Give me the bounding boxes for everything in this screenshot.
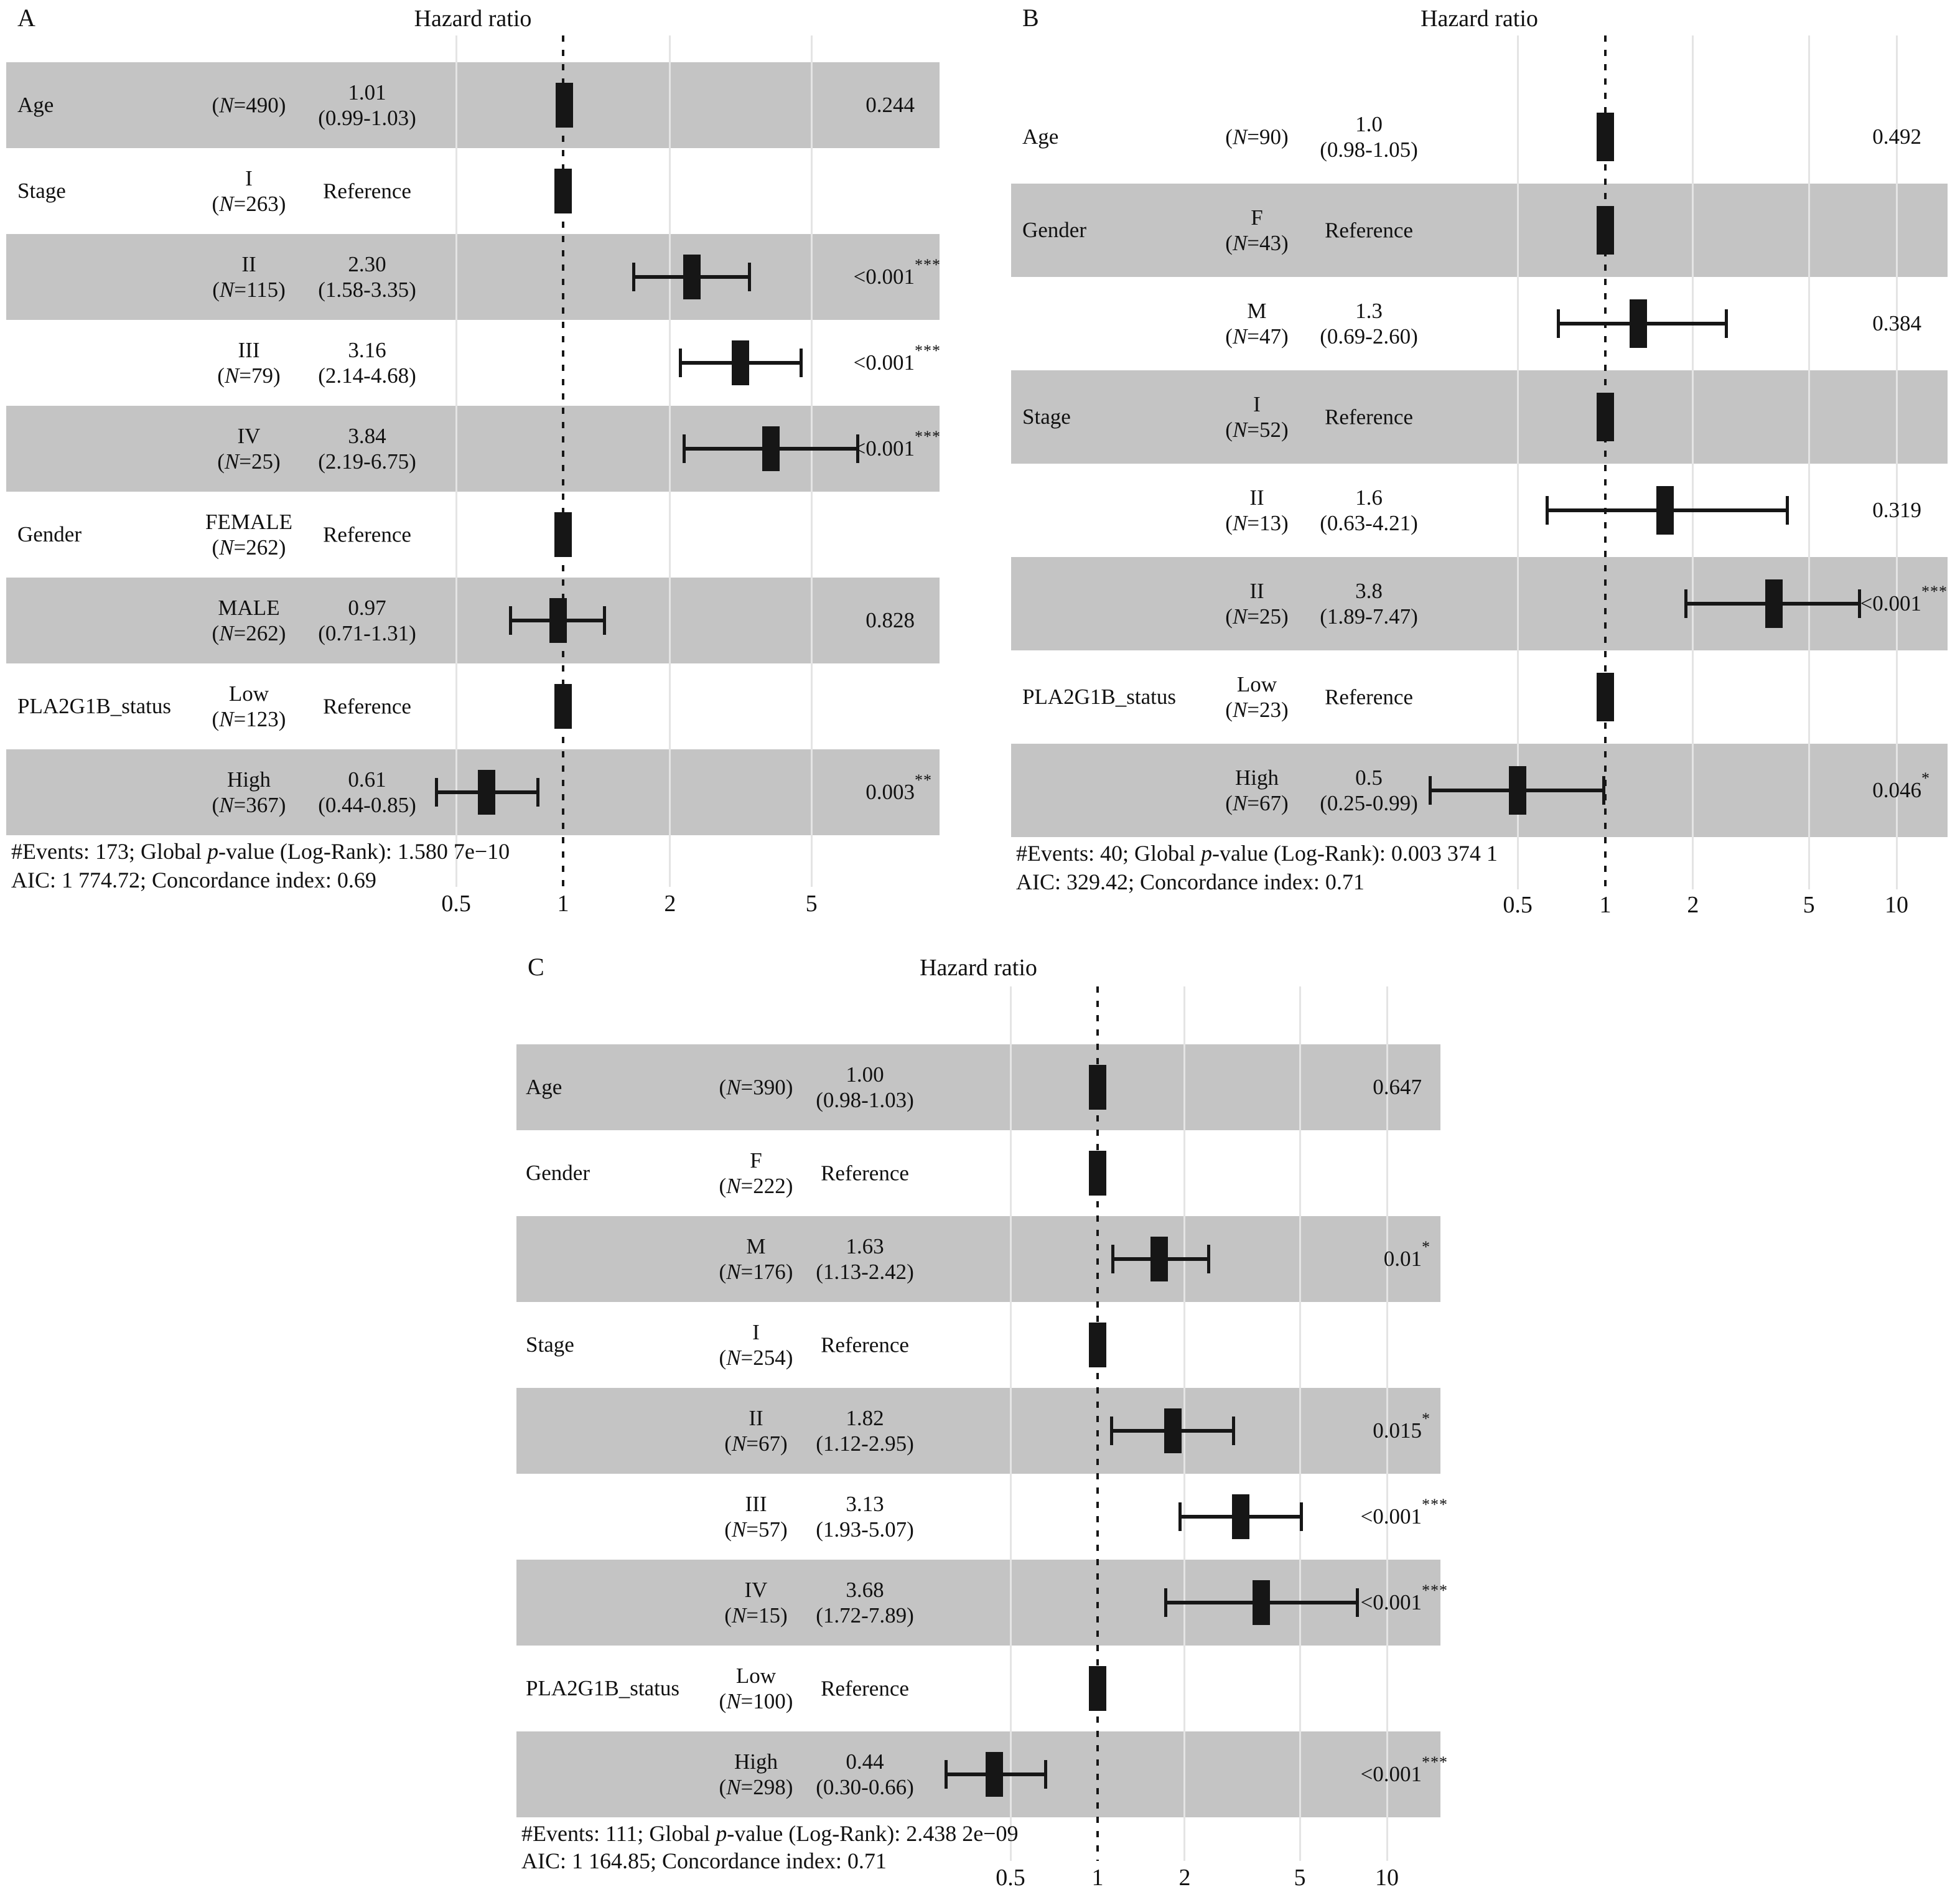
footer-events-c: #Events: 111; Global p-value (Log-Rank): 2.438 2e−09 <box>521 1821 1019 1846</box>
estimate-cell: Reference <box>1325 218 1413 243</box>
level-n-cell: F (N=222) <box>719 1148 793 1198</box>
axis-tick-label: 1 <box>557 891 569 917</box>
estimate-cell: 1.0 (0.98-1.05) <box>1320 112 1418 162</box>
axis-tick-label: 1 <box>1599 892 1612 918</box>
p-value-number: 0.01 * <box>1383 1238 1430 1271</box>
p-value-number: 0.647 <box>1373 1075 1422 1099</box>
level-n-cell: High (N=298) <box>719 1749 793 1799</box>
estimate-cell: 3.16 (2.14-4.68) <box>318 338 416 388</box>
level-n-cell: IV (N=15) <box>724 1578 788 1627</box>
variable-label: Stage <box>526 1332 574 1357</box>
axis-tick-label: 5 <box>805 891 818 917</box>
estimate-cell: Reference <box>1325 405 1413 429</box>
variable-label: Gender <box>17 522 82 546</box>
estimate-cell: Reference <box>323 179 411 204</box>
significance-stars: * <box>1921 769 1930 787</box>
footer-aic-a: AIC: 1 774.72; Concordance index: 0.69 <box>11 868 376 892</box>
estimate-cell: Reference <box>1325 685 1413 710</box>
axis-tick-label: 10 <box>1885 892 1908 918</box>
significance-stars: * <box>1422 1238 1430 1256</box>
level-n-cell: I (N=263) <box>212 166 286 216</box>
p-value-number: <0.001 *** <box>1360 1581 1448 1614</box>
panel-letter-b: B <box>1022 4 1039 32</box>
panel-title-c: Hazard ratio <box>920 955 1037 981</box>
estimate-cell: 3.68 (1.72-7.89) <box>816 1578 914 1627</box>
p-value-number: 0.492 <box>1872 124 1921 149</box>
level-n-cell: High (N=367) <box>212 767 286 817</box>
panel-title-a: Hazard ratio <box>414 6 532 32</box>
p-value-number: 0.244 <box>866 93 915 117</box>
footer-aic-c: AIC: 1 164.85; Concordance index: 0.71 <box>521 1848 887 1873</box>
level-n-cell: I (N=52) <box>1225 392 1289 442</box>
estimate-cell: Reference <box>821 1676 909 1701</box>
p-value-number: <0.001 *** <box>853 256 941 289</box>
estimate-cell: 3.84 (2.19-6.75) <box>318 424 416 474</box>
level-n-cell: II (N=67) <box>724 1406 788 1456</box>
significance-stars: *** <box>1422 1581 1448 1599</box>
panel-b <box>1011 3 1948 923</box>
estimate-cell: 0.44 (0.30-0.66) <box>816 1749 914 1799</box>
estimate-cell: 1.63 (1.13-2.42) <box>816 1234 914 1284</box>
variable-label: Age <box>1022 124 1059 149</box>
level-n-cell: III (N=79) <box>217 338 281 388</box>
variable-label: Gender <box>526 1161 590 1185</box>
p-value-number: 0.015 * <box>1373 1410 1430 1443</box>
p-value-number: 0.046 * <box>1872 769 1930 802</box>
p-value-number: 0.384 <box>1872 311 1921 335</box>
significance-stars: *** <box>915 428 941 446</box>
axis-tick-label: 10 <box>1375 1865 1399 1891</box>
level-n-cell: (N=390) <box>719 1075 793 1100</box>
estimate-cell: 1.01 (0.99-1.03) <box>318 80 416 130</box>
estimate-cell: Reference <box>821 1332 909 1357</box>
estimate-cell: 0.97 (0.71-1.31) <box>318 596 416 645</box>
estimate-cell: 1.6 (0.63-4.21) <box>1320 485 1418 535</box>
level-n-cell: II (N=115) <box>212 252 286 302</box>
axis-tick-label: 2 <box>1178 1865 1191 1891</box>
panel-title-b: Hazard ratio <box>1421 6 1538 32</box>
estimate-cell: 2.30 (1.58-3.35) <box>318 252 416 302</box>
level-n-cell: F (N=43) <box>1225 205 1289 255</box>
estimate-cell: 1.82 (1.12-2.95) <box>816 1406 914 1456</box>
level-n-cell: M (N=47) <box>1225 299 1289 349</box>
estimate-cell: Reference <box>323 694 411 719</box>
panel-a <box>6 3 940 923</box>
axis-tick-label: 5 <box>1803 892 1815 918</box>
p-value-number: <0.001 *** <box>853 428 941 461</box>
level-n-cell: Low (N=123) <box>212 681 286 731</box>
estimate-cell: 1.00 (0.98-1.03) <box>816 1062 914 1112</box>
variable-label: PLA2G1B_status <box>1022 685 1176 709</box>
p-value-number: <0.001 *** <box>1360 1753 1448 1786</box>
footer-events-b: #Events: 40; Global p-value (Log-Rank): 0.003 374 1 <box>1016 841 1498 866</box>
level-n-cell: II (N=25) <box>1225 579 1289 629</box>
panel-letter-a: A <box>17 4 35 32</box>
significance-stars: *** <box>1422 1496 1448 1514</box>
p-value-number: <0.001 *** <box>1860 583 1948 616</box>
estimate-cell: Reference <box>821 1161 909 1186</box>
level-n-cell: MALE (N=262) <box>212 596 286 645</box>
variable-label: PLA2G1B_status <box>526 1676 679 1700</box>
axis-tick-label: 0.5 <box>1503 892 1533 918</box>
x-axis-b <box>1011 3 1948 923</box>
axis-tick-label: 2 <box>664 891 676 917</box>
p-value-number: <0.001 *** <box>1360 1496 1448 1529</box>
axis-tick-label: 1 <box>1091 1865 1104 1891</box>
significance-stars: ** <box>915 771 932 789</box>
variable-label: PLA2G1B_status <box>17 694 171 718</box>
estimate-cell: 1.3 (0.69-2.60) <box>1320 299 1418 349</box>
level-n-cell: Low (N=100) <box>719 1664 793 1713</box>
level-n-cell: (N=490) <box>212 93 286 118</box>
p-value-number: 0.828 <box>866 608 915 632</box>
significance-stars: *** <box>915 342 941 360</box>
variable-label: Stage <box>17 179 66 203</box>
panel-letter-c: C <box>528 953 544 981</box>
significance-stars: * <box>1422 1410 1430 1428</box>
p-value-number: <0.001 *** <box>853 342 941 375</box>
level-n-cell: M (N=176) <box>719 1234 793 1284</box>
axis-tick-label: 5 <box>1294 1865 1306 1891</box>
p-value-number: 0.319 <box>1872 498 1921 522</box>
axis-tick-label: 2 <box>1687 892 1699 918</box>
estimate-cell: 3.8 (1.89-7.47) <box>1320 579 1418 629</box>
x-axis-a <box>6 3 940 923</box>
footer-aic-b: AIC: 329.42; Concordance index: 0.71 <box>1016 869 1365 894</box>
p-value-number: 0.003 ** <box>866 771 932 804</box>
estimate-cell: 0.61 (0.44-0.85) <box>318 767 416 817</box>
level-n-cell: IV (N=25) <box>217 424 281 474</box>
significance-stars: *** <box>1921 583 1948 601</box>
level-n-cell: FEMALE (N=262) <box>205 510 292 560</box>
level-n-cell: (N=90) <box>1225 124 1289 149</box>
significance-stars: *** <box>1422 1753 1448 1771</box>
significance-stars: *** <box>915 256 941 274</box>
footer-events-a: #Events: 173; Global p-value (Log-Rank): 1.580 7e−10 <box>11 839 510 864</box>
panel-c <box>516 952 1448 1891</box>
level-n-cell: III (N=57) <box>724 1492 788 1542</box>
estimate-cell: Reference <box>323 522 411 547</box>
variable-label: Gender <box>1022 218 1087 242</box>
variable-label: Age <box>17 93 54 117</box>
level-n-cell: I (N=254) <box>719 1320 793 1370</box>
x-axis-c <box>516 952 1448 1891</box>
level-n-cell: Low (N=23) <box>1225 672 1289 722</box>
axis-tick-label: 0.5 <box>996 1865 1025 1891</box>
variable-label: Age <box>526 1075 562 1099</box>
level-n-cell: High (N=67) <box>1225 766 1289 815</box>
estimate-cell: 3.13 (1.93-5.07) <box>816 1492 914 1542</box>
estimate-cell: 0.5 (0.25-0.99) <box>1320 766 1418 815</box>
axis-tick-label: 0.5 <box>441 891 471 917</box>
variable-label: Stage <box>1022 405 1071 429</box>
level-n-cell: II (N=13) <box>1225 485 1289 535</box>
